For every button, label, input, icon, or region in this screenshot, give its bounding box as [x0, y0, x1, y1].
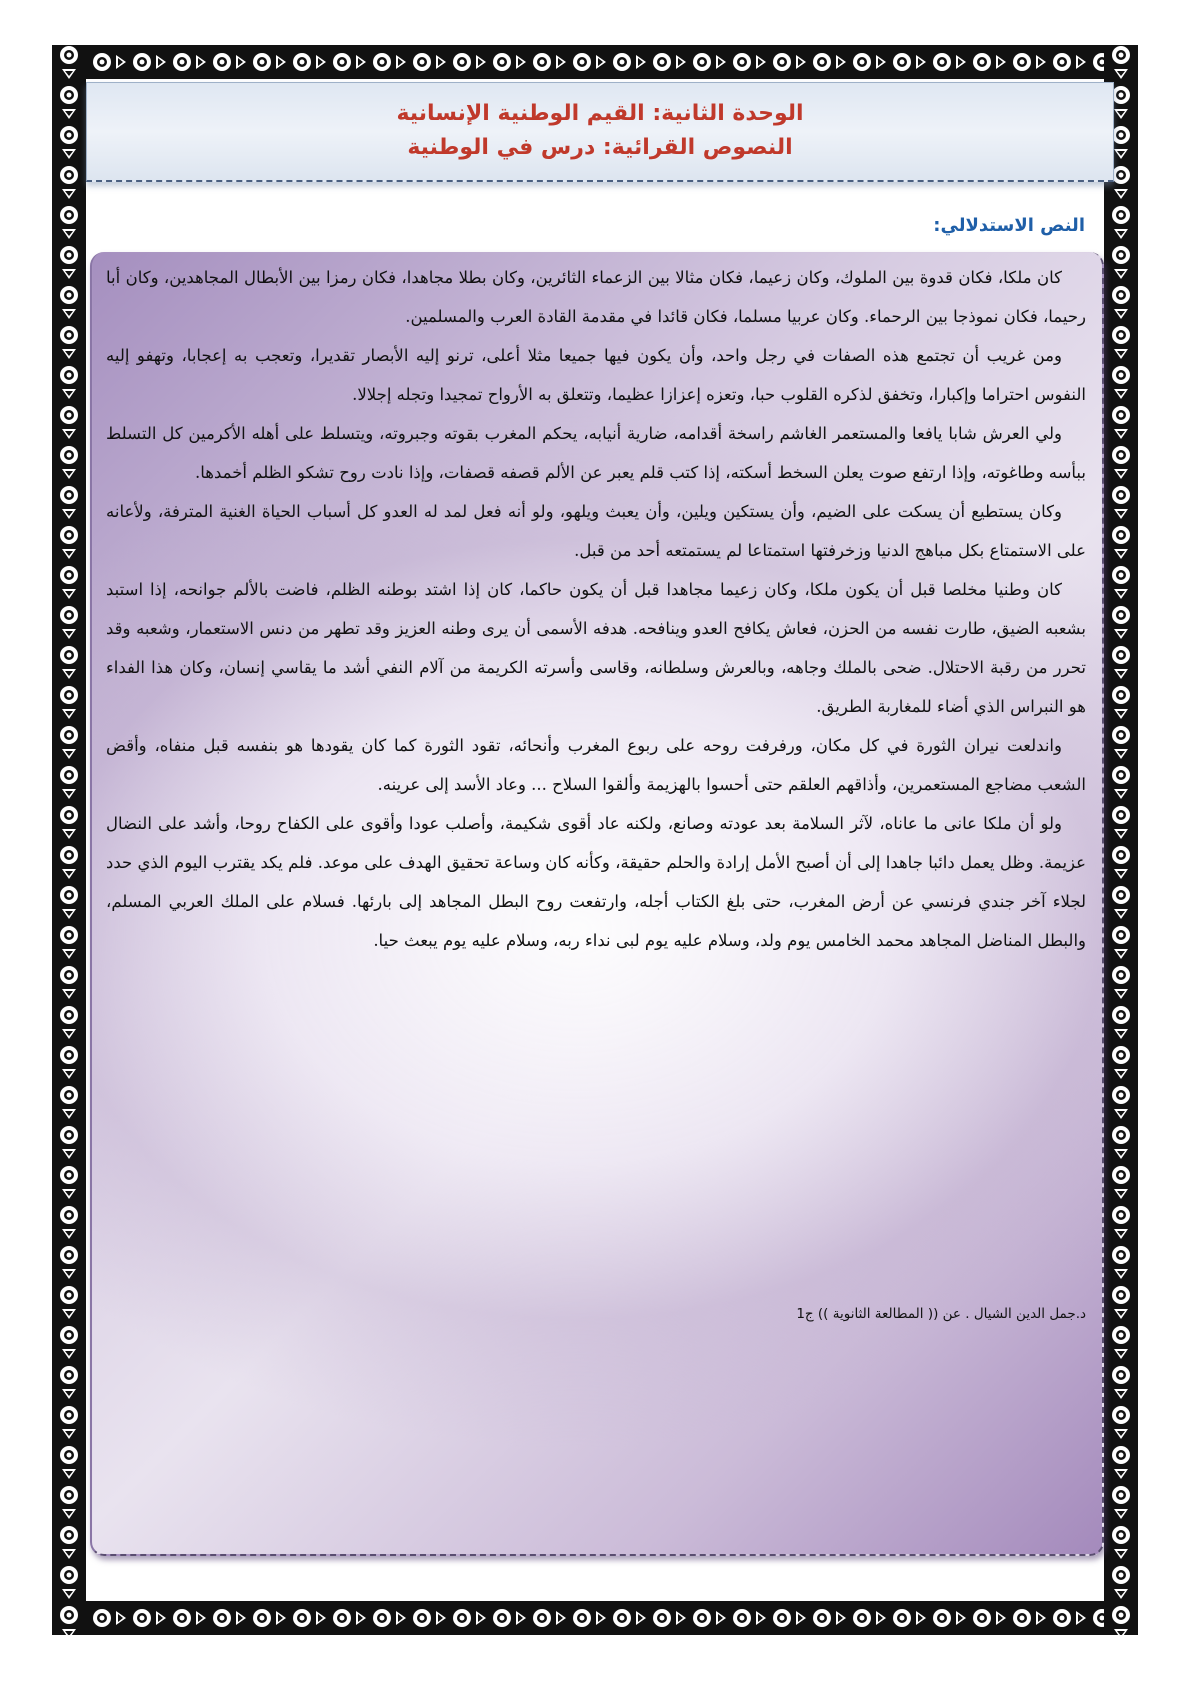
paragraph-7: ولو أن ملكا عانى ما عاناه، لآثر السلامة بعد عودته وصانع، ولكنه عاد أقوى شكيمة، وأصلب عودا وأقوى على الكفاح روحا، وأشد على النضال عزيمة. وظل يعمل دائبا جاهدا إلى أن أصبح الأمل إرادة والحلم حقيقة، وكأنه كان وساعة تحقيق الهدف على موعد. فلم يكد يقترب اليوم الذي حدد لجلاء آخر جندي فرنسي عن أرض المغرب، حتى بلغ الكتاب أجله، وارتفعت روح البطل المجاهد إلى بارئها. فسلام على الملك العربي المسلم، والبطل المناضل المجاهد محمد الخامس يوم ولد، وسلام عليه يوم لبى نداء ربه، وسلام عليه يوم يبعث حيا.	[106, 814, 1086, 950]
paragraph-1: كان ملكا، فكان قدوة بين الملوك، وكان زعيما، فكان مثالا بين الزعماء الثائرين، وكان بطلا مجاهدا، فكان رمزا بين الأبطال المجاهدين، وكان أبا رحيما، فكان نموذجا بين الرحماء. وكان عربيا مسلما، فكان قائدا في مقدمة القادة العرب والمسلمين.	[106, 268, 1086, 326]
text-panel	[90, 252, 1104, 1556]
paragraph-4: وكان يستطيع أن يسكت على الضيم، وأن يستكين ويلين، وأن يعبث ويلهو، ولو أنه فعل لمد له العدو كل أسباب الحياة الغنية المترفة، ولأعانه على الاستمتاع بكل مباهج الدنيا وزخرفتها استمتاعا لم يستمتعه أحد من قبل.	[106, 502, 1086, 560]
title-box	[86, 82, 1114, 182]
paragraph-5: كان وطنيا مخلصا قبل أن يكون ملكا، وكان زعيما مجاهدا قبل أن يكون حاكما، كان إذا اشتد بوطنه الظلم، فاضت بالألم جوانحه، إذا استبد بشعبه الضيق، طارت نفسه من الحزن، فعاش يكافح العدو وينافحه. هدفه الأسمى أن يرى وطنه العزيز وقد تطهر من دنس الاستعمار، وشعبه وقد تحرر من رقبة الاحتلال. ضحى بالملك وجاهه، وبالعرش وسلطانه، وقاسى وأسرته الكريمة من آلام النفي أشد ما يقاسي إنسان، وكان هذا الفداء هو النبراس الذي أضاء للمغاربة الطريق.	[106, 580, 1086, 716]
lesson-title: النصوص القرائية: درس في الوطنية	[407, 135, 793, 160]
ornamental-border-right	[1104, 45, 1138, 1635]
reading-text	[106, 258, 1086, 960]
paragraph-6: واندلعت نيران الثورة في كل مكان، ورفرفت روحه على ربوع المغرب وأنحائه، تقود الثورة كما كان يقودها هو بنفسه قبل منفاه، وأقض الشعب مضاجع المستعمرين، وأذاقهم العلقم حتى أحسوا بالهزيمة وألقوا السلاح ... وعاد الأسد إلى عرينه.	[106, 736, 1086, 794]
ornamental-border-bottom	[52, 1601, 1138, 1635]
source-attribution: د.جمل الدين الشيال . عن (( المطالعة الثانوية )) ج1	[796, 1306, 1086, 1322]
ornamental-border-left	[52, 45, 86, 1635]
unit-title: الوحدة الثانية: القيم الوطنية الإنسانية	[396, 101, 804, 126]
paragraph-3: ولي العرش شابا يافعا والمستعمر الغاشم راسخة أقدامه، ضارية أنيابه، يحكم المغرب بقوته وجبروته، ويتسلط على أهله الأكرمين كل التسلط ببأسه وطاغوته، وإذا ارتفع صوت يعلن السخط أسكته، إذا كتب قلم يعبر عن الألم قصفه قصفات، وإذا نادت روح تشكو الظلم أخمدها.	[106, 424, 1086, 482]
section-label: النص الاستدلالي:	[933, 215, 1085, 236]
ornamental-border-top	[52, 45, 1138, 79]
paragraph-2: ومن غريب أن تجتمع هذه الصفات في رجل واحد، وأن يكون فيها جميعا مثلا أعلى، ترنو إليه الأبصار تقديرا، وتعجب به إعجابا، وتهفو إليه النفوس احتراما وإكبارا، وتخفق لذكره القلوب حبا، وتعزه إعزازا عظيما، وتتعلق به الأرواح تمجيدا وتجله إجلالا.	[106, 346, 1086, 404]
